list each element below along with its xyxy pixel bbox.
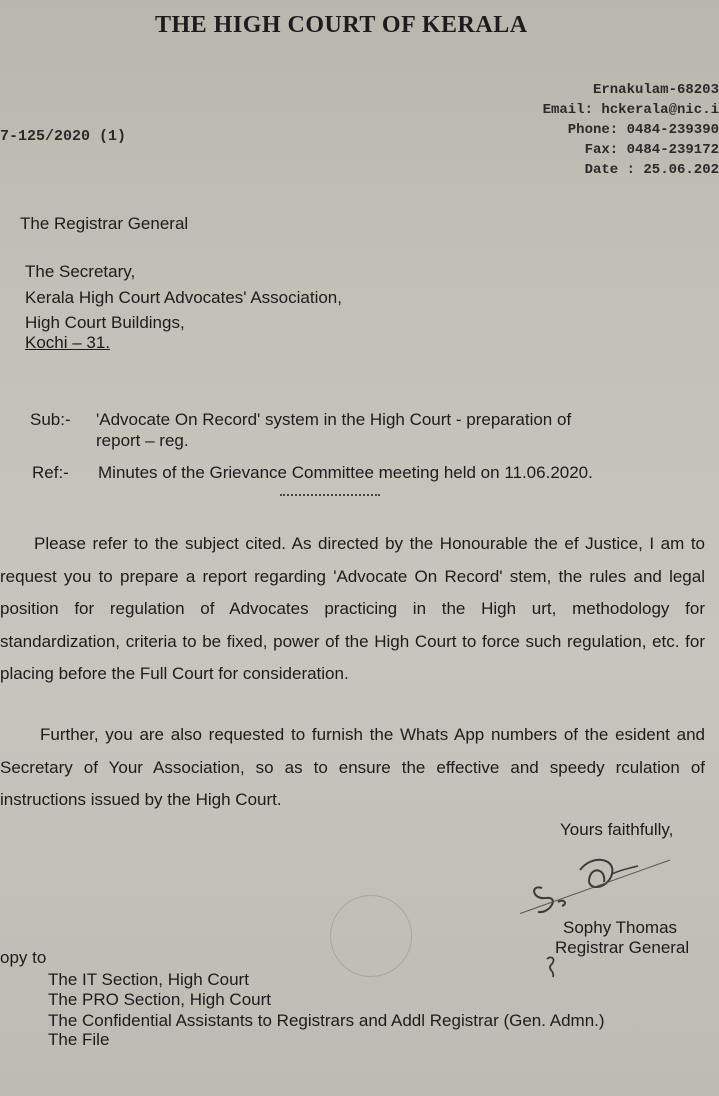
copy-to-item: The Confidential Assistants to Registrars and Addl Registrar (Gen. Admn.)	[48, 1011, 605, 1030]
body-paragraph-1: Please refer to the subject cited. As directed by the Honourable the ef Justice, I am to request you to prepare a report regarding 'Advocate On Record' stem, the rules and legal position for regulation of Advocates practicing in the High urt, methodology for standardization, criteria to be fixed, power of the High Court to force such regulation, etc. for placing before the Full Court for consideration.	[0, 534, 705, 683]
recipient-line-4: Kochi – 31.	[25, 333, 111, 352]
reference-label: Ref:-	[32, 463, 69, 482]
copy-to-item: The PRO Section, High Court	[48, 990, 271, 1009]
stamp-mark	[330, 895, 412, 977]
recipient-line-3: High Court Buildings,	[25, 313, 185, 332]
signatory-name: Sophy Thomas	[563, 918, 678, 937]
reference-text: Minutes of the Grievance Committee meeting held on 11.06.2020.	[98, 463, 593, 482]
from-line: The Registrar General	[20, 214, 189, 233]
copy-to-item: The IT Section, High Court	[48, 970, 249, 989]
address-fax: Fax: 0484-239172	[584, 142, 719, 158]
address-date: Date : 25.06.202	[584, 162, 719, 178]
address-phone: Phone: 0484-239390	[567, 122, 719, 138]
subject-text-line-1: 'Advocate On Record' system in the High Court - preparation of	[96, 410, 572, 429]
dotted-separator	[280, 494, 380, 496]
court-title: THE HIGH COURT OF KERALA	[155, 12, 528, 38]
body-paragraph-2: Further, you are also requested to furnish the Whats App numbers of the esident and Secretary of Your Association, so as to ensure the effective and speedy rculation of instructions issued by the High Court.	[0, 725, 705, 809]
closing-salutation: Yours faithfully,	[560, 820, 674, 839]
recipient-line-1: The Secretary,	[25, 262, 136, 281]
signatory-designation: Registrar General	[555, 938, 690, 957]
initial-mark	[543, 953, 563, 981]
address-email: Email: hckerala@nic.i	[542, 102, 719, 118]
subject-label: Sub:-	[30, 410, 71, 429]
copy-to-label: opy to	[0, 948, 47, 967]
recipient-line-2: Kerala High Court Advocates' Association,	[25, 288, 342, 307]
address-city: Ernakulam-68203	[592, 82, 719, 98]
copy-to-item: The File	[48, 1030, 110, 1049]
subject-text-line-2: report – reg.	[96, 431, 189, 450]
reference-number: 7-125/2020 (1)	[0, 128, 127, 145]
